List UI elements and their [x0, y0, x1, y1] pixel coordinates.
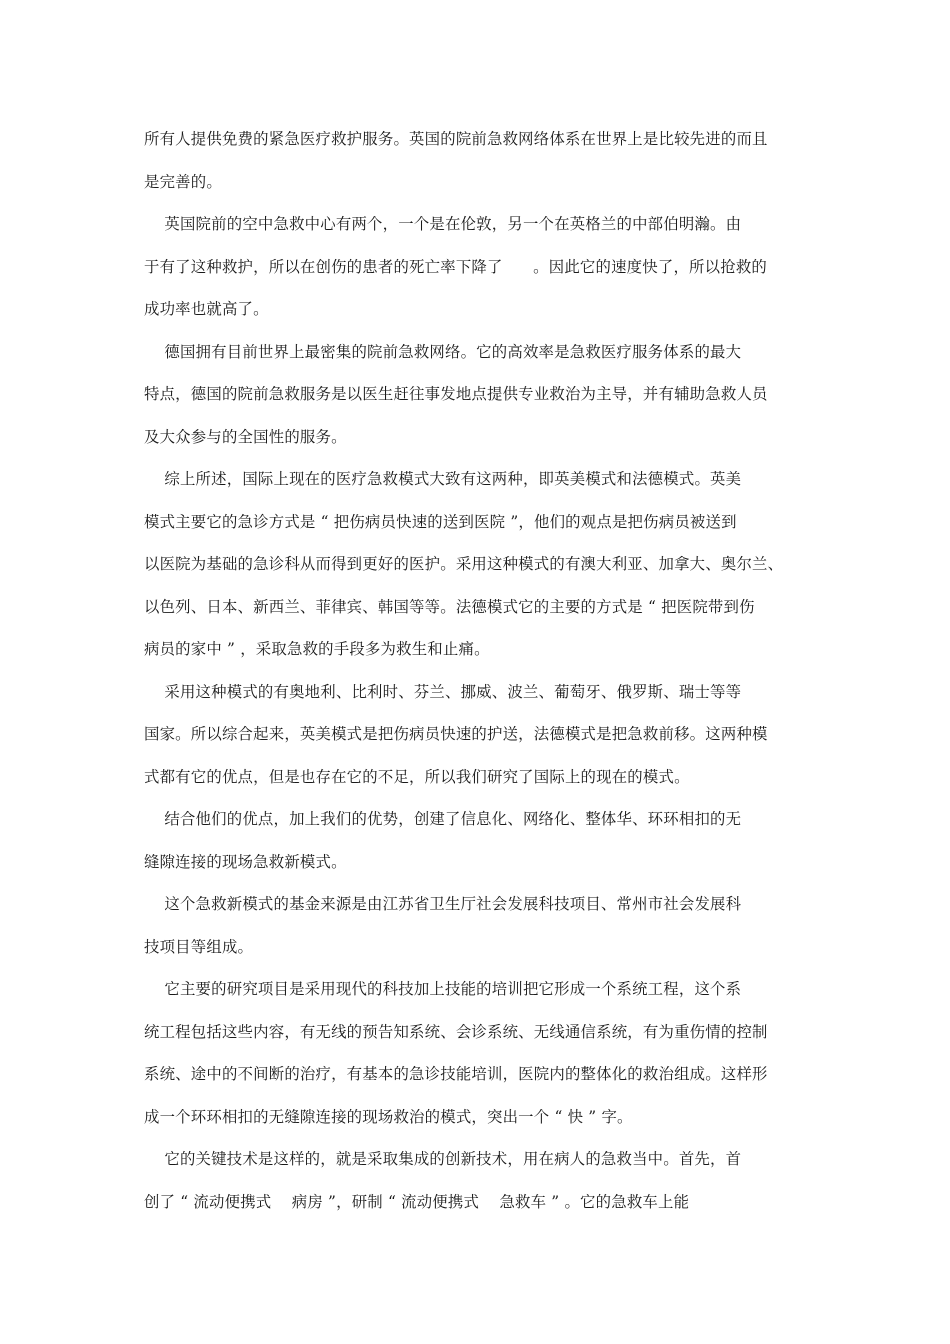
text-line: 采用这种模式的有奥地利、比利时、芬兰、挪威、波兰、葡萄牙、俄罗斯、瑞士等等	[144, 682, 742, 701]
text-line: 综上所述，国际上现在的医疗急救模式大致有这两种，即英美模式和法德模式。英美	[144, 470, 742, 488]
text-line: 于有了这种救护，所以在创伤的患者的死亡率下降了 。因此它的速度快了，所以抢救的	[144, 257, 767, 276]
text-line: 特点，德国的院前急救服务是以医生赶往事发地点提供专业救治为主导，并有辅助急救人员	[144, 385, 768, 403]
text-line: 病员的家中 ” ，采取急救的手段多为救生和止痛。	[144, 640, 490, 658]
text-line: 系统、途中的不间断的治疗，有基本的急诊技能培训，医院内的整体化的救治组成。这样形	[144, 1065, 768, 1083]
text-line: 以色列、日本、新西兰、菲律宾、韩国等等。法德模式它的主要的方式是 “ 把医院带到伤	[144, 597, 755, 616]
text-line: 统工程包括这些内容，有无线的预告知系统、会诊系统、无线通信系统，有为重伤情的控制	[144, 1022, 768, 1041]
text-line: 所有人提供免费的紧急医疗救护服务。英国的院前急救网络体系在世界上是比较先进的而且	[144, 130, 768, 148]
paragraph-model-countries	[144, 671, 809, 799]
paragraph-uk-system-intro	[144, 118, 809, 203]
text-line: 创了 “ 流动便携式 病房 ”，研制 “ 流动便携式 急救车 ” 。它的急救车上能	[144, 1192, 690, 1211]
text-line: 以医院为基础的急诊科从而得到更好的医护。采用这种模式的有澳大利亚、加拿大、奥尔兰、	[144, 555, 784, 573]
text-line: 是完善的。	[144, 172, 222, 191]
paragraph-funding	[144, 883, 809, 968]
paragraph-two-models	[144, 458, 809, 671]
text-line: 技项目等组成。	[144, 937, 254, 956]
text-line: 模式主要它的急诊方式是 “ 把伤病员快速的送到医院 ”，他们的观点是把伤病员被送到	[144, 512, 737, 531]
text-line: 结合他们的优点，加上我们的优势，创建了信息化、网络化、整体华、环环相扣的无	[144, 810, 742, 828]
text-line: 式都有它的优点，但是也存在它的不足，所以我们研究了国际上的现在的模式。	[144, 767, 690, 786]
paragraph-germany-network	[144, 331, 809, 459]
paragraph-new-model	[144, 798, 809, 883]
text-line: 它主要的研究项目是采用现代的科技加上技能的培训把它形成一个系统工程，这个系	[144, 980, 742, 998]
text-line: 它的关键技术是这样的，就是采取集成的创新技术，用在病人的急救当中。首先，首	[144, 1150, 742, 1168]
paragraph-uk-air-rescue	[144, 203, 809, 331]
paragraph-key-technology	[144, 1138, 809, 1223]
text-line: 英国院前的空中急救中心有两个，一个是在伦敦，另一个在英格兰的中部伯明瀚。由	[144, 215, 742, 233]
document-body	[144, 118, 809, 1223]
text-line: 德国拥有目前世界上最密集的院前急救网络。它的高效率是急救医疗服务体系的最大	[144, 342, 742, 361]
text-line: 及大众参与的全国性的服务。	[144, 427, 347, 446]
text-line: 缝隙连接的现场急救新模式。	[144, 852, 347, 871]
text-line: 这个急救新模式的基金来源是由江苏省卫生厅社会发展科技项目、常州市社会发展科	[144, 895, 742, 913]
text-line: 成功率也就高了。	[144, 300, 269, 318]
text-line: 国家。所以综合起来，英美模式是把伤病员快速的护送，法德模式是把急救前移。这两种模	[144, 725, 768, 743]
paragraph-research-project	[144, 968, 809, 1138]
text-line: 成一个环环相扣的无缝隙连接的现场救治的模式，突出一个 “ 快 ” 字。	[144, 1107, 633, 1126]
